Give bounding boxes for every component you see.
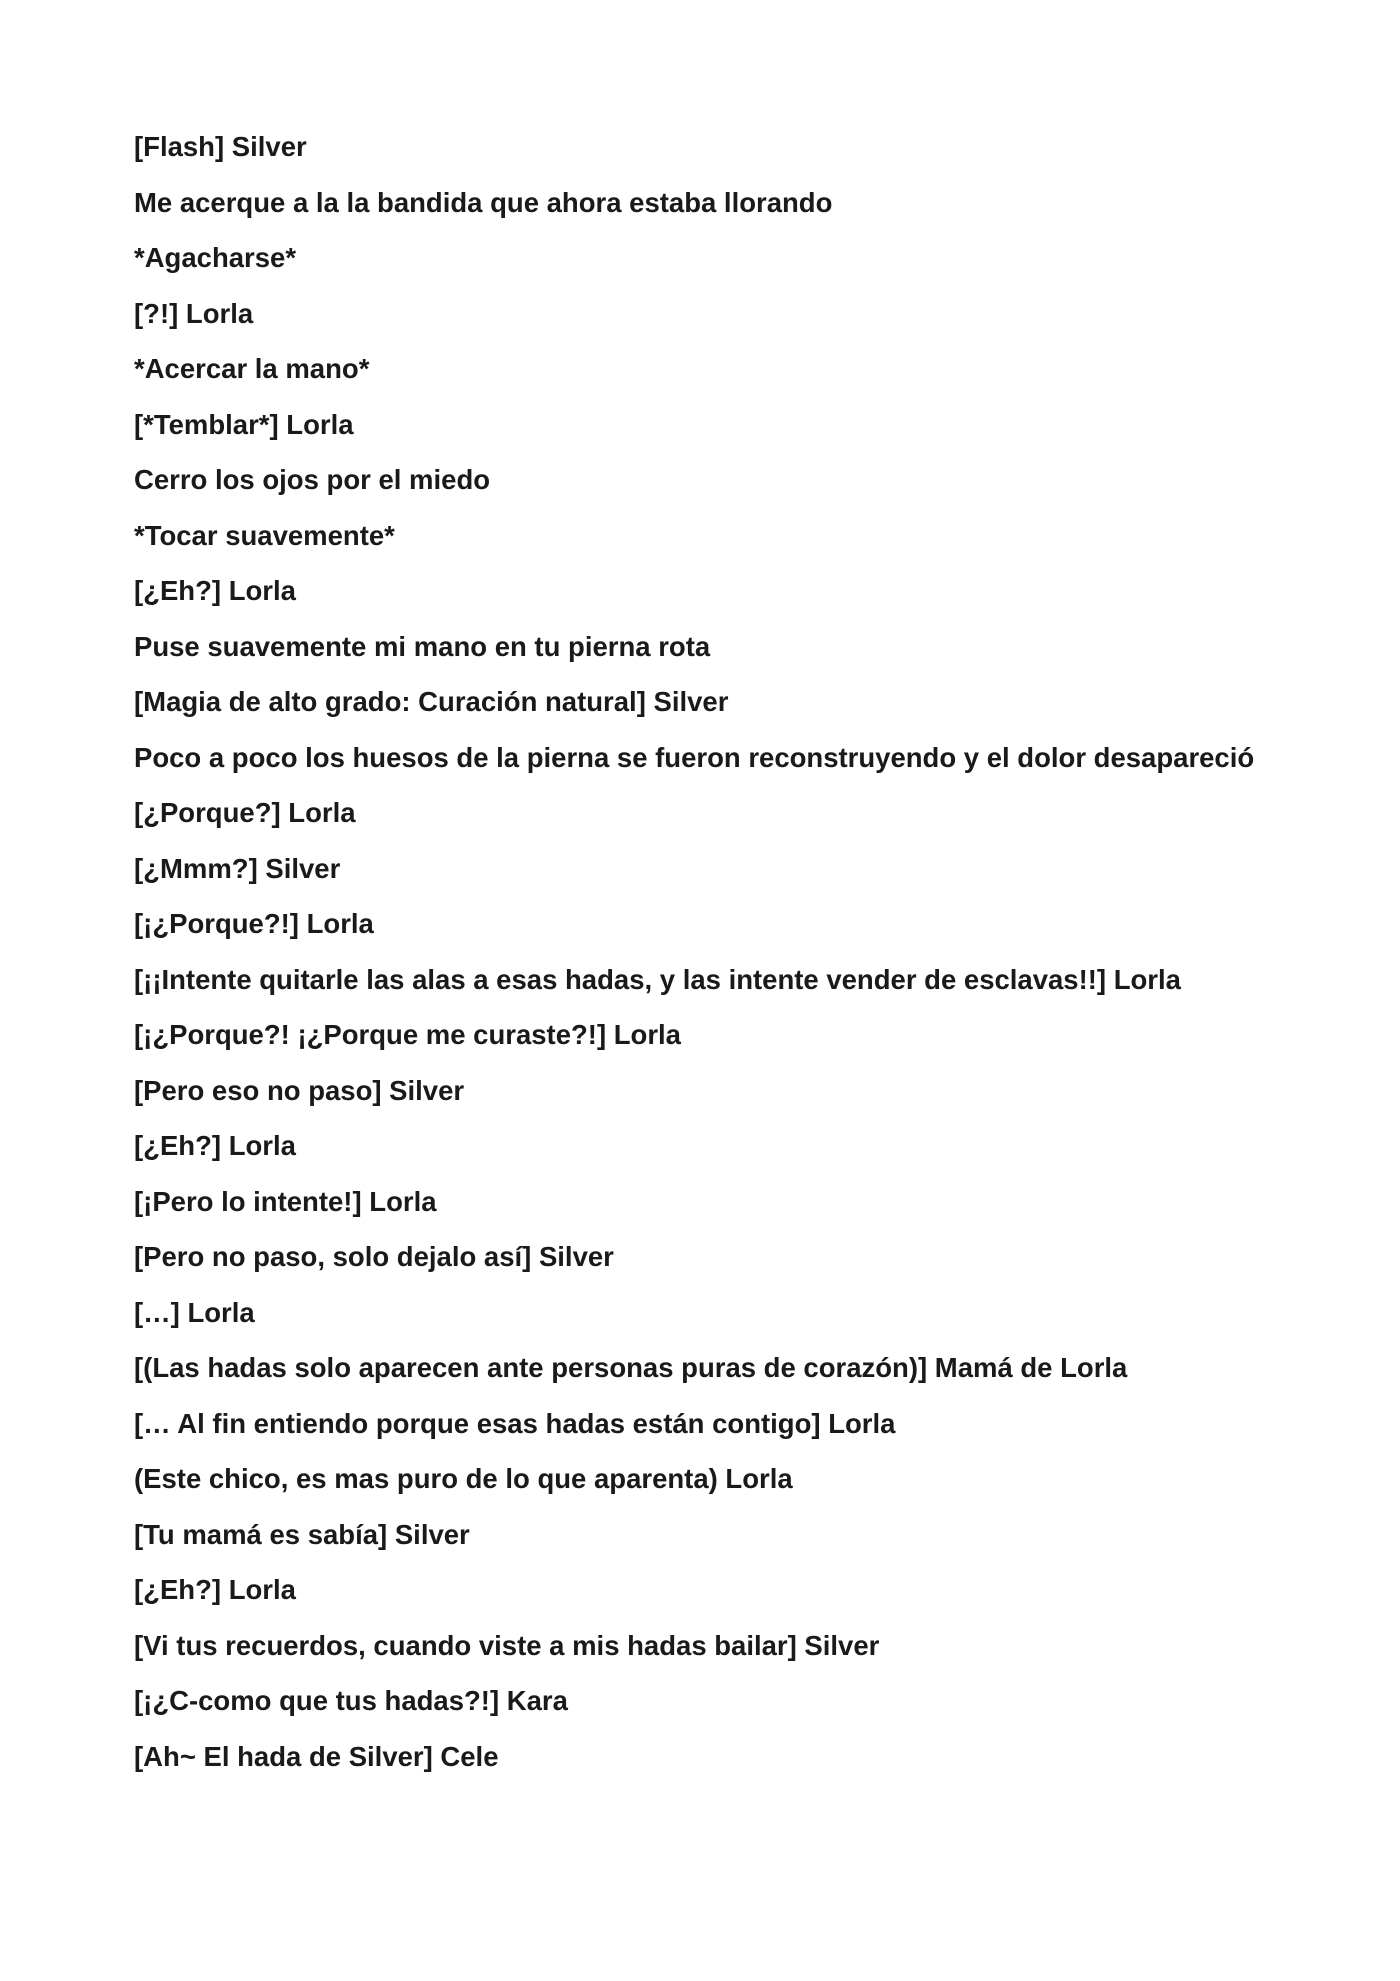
text-line: [¡¿Porque?! ¡¿Porque me curaste?!] Lorla (134, 1019, 681, 1050)
text-line: [Pero no paso, solo dejalo así] Silver (134, 1241, 614, 1272)
text-line: [… Al fin entiendo porque esas hadas están contigo] Lorla (134, 1407, 896, 1439)
text-line: [¡¿Porque?!] Lorla (134, 908, 374, 939)
text-line: [?!] Lorla (134, 297, 254, 329)
text-line: [Magia de alto grado: Curación natural] Silver (134, 686, 729, 717)
text-line: [*Temblar*] Lorla (134, 408, 354, 440)
text-line: *Agacharse* (134, 242, 297, 273)
text-line: [¿Eh?] Lorla (134, 575, 296, 606)
text-line: Cerro los ojos por el miedo (134, 464, 491, 495)
text-line: […] Lorla (134, 1296, 255, 1328)
text-line: *Acercar la mano* (134, 353, 370, 384)
text-line: [¿Eh?] Lorla (134, 1130, 296, 1161)
text-line: [Flash] Silver (134, 131, 307, 162)
text-line: [¿Porque?] Lorla (134, 797, 356, 828)
text-line: Poco a poco los huesos de la pierna se fueron reconstruyendo y el dolor desapareció (134, 741, 1255, 773)
text-line: [¿Mmm?] Silver (134, 852, 341, 884)
text-line: Puse suavemente mi mano en tu pierna rota (134, 630, 711, 662)
text-line: [¡Pero lo intente!] Lorla (134, 1185, 437, 1217)
text-line: [¿Eh?] Lorla (134, 1574, 296, 1605)
text-line: [¡¿C-como que tus hadas?!] Kara (134, 1685, 568, 1716)
text-line: [(Las hadas solo aparecen ante personas puras de corazón)] Mamá de Lorla (134, 1352, 1128, 1383)
text-line: [¡¡Intente quitarle las alas a esas hadas, y las intente vender de esclavas!!] Lorla (134, 963, 1181, 995)
document-text (134, 128, 1284, 1793)
text-line: [Ah~ El hada de Silver] Cele (134, 1740, 499, 1772)
text-line: Me acerque a la la bandida que ahora estaba llorando (134, 186, 833, 218)
text-line: *Tocar suavemente* (134, 519, 395, 551)
text-line: [Pero eso no paso] Silver (134, 1074, 465, 1106)
text-line: [Tu mamá es sabía] Silver (134, 1518, 470, 1550)
text-line: (Este chico, es mas puro de lo que aparenta) Lorla (134, 1463, 793, 1494)
text-line: [Vi tus recuerdos, cuando viste a mis hadas bailar] Silver (134, 1629, 880, 1661)
